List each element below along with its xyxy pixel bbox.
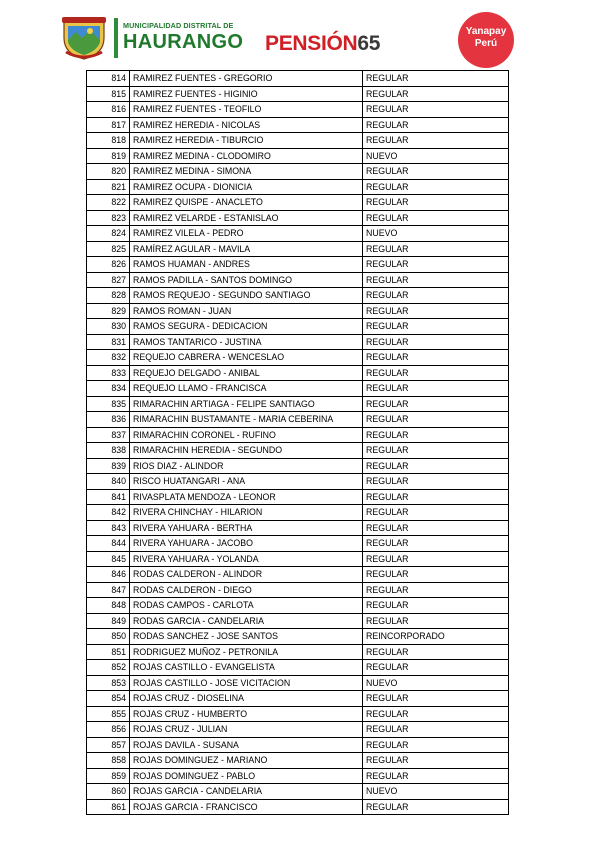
row-number: 856 [87, 722, 130, 738]
row-number: 818 [87, 133, 130, 149]
row-number: 852 [87, 660, 130, 676]
table-row [87, 86, 509, 102]
row-number: 855 [87, 706, 130, 722]
beneficiary-name: RAMIREZ MEDINA - SIMONA [130, 164, 363, 180]
beneficiary-name: ROJAS GARCIA - CANDELARIA [130, 784, 363, 800]
beneficiary-name: RAMIREZ VILELA - PEDRO [130, 226, 363, 242]
beneficiary-name: REQUEJO DELGADO - ANIBAL [130, 365, 363, 381]
row-number: 837 [87, 427, 130, 443]
row-number: 845 [87, 551, 130, 567]
beneficiary-name: ROJAS CASTILLO - EVANGELISTA [130, 660, 363, 676]
beneficiary-name: RIVERA YAHUARA - YOLANDA [130, 551, 363, 567]
table-row [87, 350, 509, 366]
beneficiary-status: REGULAR [363, 272, 509, 288]
row-number: 832 [87, 350, 130, 366]
beneficiary-name: RIOS DIAZ - ALINDOR [130, 458, 363, 474]
row-number: 823 [87, 210, 130, 226]
beneficiary-name: RODAS GARCIA - CANDELARIA [130, 613, 363, 629]
beneficiary-status: REGULAR [363, 179, 509, 195]
beneficiary-name: RODRIGUEZ MUÑOZ - PETRONILA [130, 644, 363, 660]
beneficiary-status: REGULAR [363, 257, 509, 273]
yanapay-logo-line1: Yanapay [465, 26, 507, 37]
beneficiary-name: RAMIREZ FUENTES - GREGORIO [130, 71, 363, 87]
beneficiary-status: NUEVO [363, 148, 509, 164]
beneficiary-name: RIMARACHIN CORONEL - RUFINO [130, 427, 363, 443]
row-number: 825 [87, 241, 130, 257]
beneficiary-name: RIMARACHIN BUSTAMANTE - MARIA CEBERINA [130, 412, 363, 428]
table-row [87, 536, 509, 552]
row-number: 836 [87, 412, 130, 428]
row-number: 815 [87, 86, 130, 102]
beneficiary-name: RAMIREZ QUISPE - ANACLETO [130, 195, 363, 211]
beneficiary-name: RODAS CAMPOS - CARLOTA [130, 598, 363, 614]
row-number: 848 [87, 598, 130, 614]
table-row [87, 644, 509, 660]
beneficiary-status: NUEVO [363, 226, 509, 242]
beneficiary-status: REGULAR [363, 334, 509, 350]
row-number: 860 [87, 784, 130, 800]
row-number: 858 [87, 753, 130, 769]
table-row [87, 629, 509, 645]
beneficiary-status: REGULAR [363, 474, 509, 490]
municipality-logo [114, 18, 244, 58]
row-number: 821 [87, 179, 130, 195]
beneficiary-name: RAMIREZ MEDINA - CLODOMIRO [130, 148, 363, 164]
beneficiary-status: REGULAR [363, 102, 509, 118]
beneficiary-status: REGULAR [363, 133, 509, 149]
row-number: 824 [87, 226, 130, 242]
table-row [87, 210, 509, 226]
pension-logo-number: 65 [357, 32, 381, 55]
beneficiary-name: ROJAS GARCIA - FRANCISCO [130, 799, 363, 815]
table-row [87, 226, 509, 242]
beneficiary-status: REGULAR [363, 799, 509, 815]
beneficiary-name: RAMOS PADILLA - SANTOS DOMINGO [130, 272, 363, 288]
beneficiary-status: REGULAR [363, 644, 509, 660]
table-row [87, 737, 509, 753]
row-number: 859 [87, 768, 130, 784]
table-row [87, 412, 509, 428]
beneficiary-name: RIVERA CHINCHAY - HILARION [130, 505, 363, 521]
table-row [87, 443, 509, 459]
beneficiary-name: RIVERA YAHUARA - JACOBO [130, 536, 363, 552]
municipality-name-line1: MUNICIPALIDAD DISTRITAL DE [123, 21, 234, 30]
pension-logo-word: PENSIÓN [265, 32, 358, 55]
beneficiary-status: REGULAR [363, 613, 509, 629]
table-row [87, 691, 509, 707]
yanapay-logo-line2: Perú [474, 38, 498, 49]
beneficiary-name: RODAS SANCHEZ - JOSE SANTOS [130, 629, 363, 645]
beneficiary-name: RAMIREZ VELARDE - ESTANISLAO [130, 210, 363, 226]
table-row [87, 675, 509, 691]
beneficiary-name: RAMIREZ HEREDIA - NICOLAS [130, 117, 363, 133]
beneficiary-status: REGULAR [363, 691, 509, 707]
table-row [87, 148, 509, 164]
beneficiary-status: REGULAR [363, 365, 509, 381]
row-number: 857 [87, 737, 130, 753]
beneficiary-status: REGULAR [363, 117, 509, 133]
row-number: 839 [87, 458, 130, 474]
row-number: 820 [87, 164, 130, 180]
row-number: 817 [87, 117, 130, 133]
page-header [0, 0, 595, 70]
table-row [87, 272, 509, 288]
beneficiary-status: REGULAR [363, 753, 509, 769]
table-row [87, 241, 509, 257]
beneficiary-name: RAMÍREZ AGULAR - MAVILA [130, 241, 363, 257]
pension65-logo [265, 32, 380, 56]
row-number: 814 [87, 71, 130, 87]
beneficiary-name: RAMOS ROMAN - JUAN [130, 303, 363, 319]
beneficiary-status: REGULAR [363, 241, 509, 257]
table-row [87, 257, 509, 273]
row-number: 842 [87, 505, 130, 521]
table-row [87, 164, 509, 180]
table-row [87, 365, 509, 381]
row-number: 831 [87, 334, 130, 350]
table-row [87, 613, 509, 629]
row-number: 826 [87, 257, 130, 273]
table-row [87, 427, 509, 443]
row-number: 830 [87, 319, 130, 335]
row-number: 834 [87, 381, 130, 397]
beneficiary-name: RAMIREZ FUENTES - HIGINIO [130, 86, 363, 102]
beneficiary-status: REGULAR [363, 303, 509, 319]
beneficiary-status: REINCORPORADO [363, 629, 509, 645]
beneficiary-status: REGULAR [363, 768, 509, 784]
beneficiary-name: ROJAS CRUZ - JULIAN [130, 722, 363, 738]
row-number: 822 [87, 195, 130, 211]
beneficiary-name: RAMIREZ OCUPA - DIONICIA [130, 179, 363, 195]
beneficiary-name: ROJAS CRUZ - DIOSELINA [130, 691, 363, 707]
municipality-name-line2: HAURANGO [123, 31, 244, 53]
beneficiary-status: REGULAR [363, 350, 509, 366]
row-number: 849 [87, 613, 130, 629]
beneficiary-status: REGULAR [363, 71, 509, 87]
beneficiary-status: REGULAR [363, 458, 509, 474]
row-number: 843 [87, 520, 130, 536]
beneficiary-name: ROJAS DAVILA - SUSANA [130, 737, 363, 753]
table-row [87, 396, 509, 412]
table-row [87, 195, 509, 211]
beneficiary-name: RAMOS SEGURA - DEDICACION [130, 319, 363, 335]
beneficiary-status: REGULAR [363, 551, 509, 567]
beneficiary-name: RODAS CALDERON - DIEGO [130, 582, 363, 598]
beneficiary-status: REGULAR [363, 722, 509, 738]
beneficiary-name: RIMARACHIN HEREDIA - SEGUNDO [130, 443, 363, 459]
beneficiary-status: REGULAR [363, 412, 509, 428]
table-row [87, 784, 509, 800]
beneficiary-name: RAMIREZ FUENTES - TEOFILO [130, 102, 363, 118]
beneficiary-name: ROJAS DOMINGUEZ - PABLO [130, 768, 363, 784]
table-row [87, 334, 509, 350]
beneficiary-table [86, 70, 509, 815]
beneficiary-name: RAMOS HUAMAN - ANDRES [130, 257, 363, 273]
table-row [87, 117, 509, 133]
beneficiary-name: RAMOS TANTARICO - JUSTINA [130, 334, 363, 350]
beneficiary-status: REGULAR [363, 443, 509, 459]
row-number: 816 [87, 102, 130, 118]
beneficiary-name: RAMOS REQUEJO - SEGUNDO SANTIAGO [130, 288, 363, 304]
municipality-logo-bar [114, 18, 118, 58]
table-row [87, 768, 509, 784]
table-row [87, 520, 509, 536]
beneficiary-status: REGULAR [363, 164, 509, 180]
municipal-crest-logo [60, 14, 108, 60]
table-row [87, 598, 509, 614]
table-row [87, 474, 509, 490]
row-number: 847 [87, 582, 130, 598]
table-row [87, 319, 509, 335]
beneficiary-name: REQUEJO LLAMO - FRANCISCA [130, 381, 363, 397]
beneficiary-status: REGULAR [363, 706, 509, 722]
beneficiary-status: REGULAR [363, 737, 509, 753]
table-row [87, 71, 509, 87]
beneficiary-status: REGULAR [363, 396, 509, 412]
beneficiary-status: NUEVO [363, 784, 509, 800]
beneficiary-name: RAMIREZ HEREDIA - TIBURCIO [130, 133, 363, 149]
beneficiary-status: REGULAR [363, 598, 509, 614]
table-row [87, 582, 509, 598]
table-row [87, 706, 509, 722]
table-row [87, 551, 509, 567]
table-row [87, 799, 509, 815]
row-number: 819 [87, 148, 130, 164]
row-number: 828 [87, 288, 130, 304]
beneficiary-name: ROJAS CASTILLO - JOSE VICITACION [130, 675, 363, 691]
beneficiary-name: RIVERA YAHUARA - BERTHA [130, 520, 363, 536]
row-number: 846 [87, 567, 130, 583]
beneficiary-status: REGULAR [363, 195, 509, 211]
table-row [87, 567, 509, 583]
row-number: 861 [87, 799, 130, 815]
beneficiary-name: ROJAS DOMINGUEZ - MARIANO [130, 753, 363, 769]
beneficiary-status: REGULAR [363, 86, 509, 102]
table-row [87, 288, 509, 304]
row-number: 829 [87, 303, 130, 319]
row-number: 854 [87, 691, 130, 707]
beneficiary-status: REGULAR [363, 210, 509, 226]
beneficiary-name: RODAS CALDERON - ALINDOR [130, 567, 363, 583]
table-row [87, 722, 509, 738]
beneficiary-status: REGULAR [363, 288, 509, 304]
beneficiary-name: RISCO HUATANGARI - ANA [130, 474, 363, 490]
row-number: 844 [87, 536, 130, 552]
row-number: 853 [87, 675, 130, 691]
beneficiary-status: REGULAR [363, 660, 509, 676]
beneficiary-status: REGULAR [363, 536, 509, 552]
table-row [87, 303, 509, 319]
row-number: 838 [87, 443, 130, 459]
table-row [87, 753, 509, 769]
table-row [87, 133, 509, 149]
row-number: 850 [87, 629, 130, 645]
table-row [87, 179, 509, 195]
table-row [87, 505, 509, 521]
row-number: 851 [87, 644, 130, 660]
beneficiary-status: NUEVO [363, 675, 509, 691]
row-number: 833 [87, 365, 130, 381]
row-number: 841 [87, 489, 130, 505]
beneficiary-table-body [87, 71, 509, 815]
beneficiary-status: REGULAR [363, 489, 509, 505]
beneficiary-status: REGULAR [363, 582, 509, 598]
yanapay-peru-logo [458, 12, 514, 68]
beneficiary-status: REGULAR [363, 381, 509, 397]
beneficiary-status: REGULAR [363, 427, 509, 443]
beneficiary-name: REQUEJO CABRERA - WENCESLAO [130, 350, 363, 366]
beneficiary-name: ROJAS CRUZ - HUMBERTO [130, 706, 363, 722]
beneficiary-name: RIMARACHIN ARTIAGA - FELIPE SANTIAGO [130, 396, 363, 412]
table-row [87, 381, 509, 397]
beneficiary-name: RIVASPLATA MENDOZA - LEONOR [130, 489, 363, 505]
beneficiary-status: REGULAR [363, 505, 509, 521]
table-row [87, 102, 509, 118]
beneficiary-status: REGULAR [363, 567, 509, 583]
beneficiary-status: REGULAR [363, 319, 509, 335]
row-number: 840 [87, 474, 130, 490]
table-row [87, 458, 509, 474]
row-number: 835 [87, 396, 130, 412]
table-row [87, 660, 509, 676]
table-row [87, 489, 509, 505]
row-number: 827 [87, 272, 130, 288]
beneficiary-status: REGULAR [363, 520, 509, 536]
